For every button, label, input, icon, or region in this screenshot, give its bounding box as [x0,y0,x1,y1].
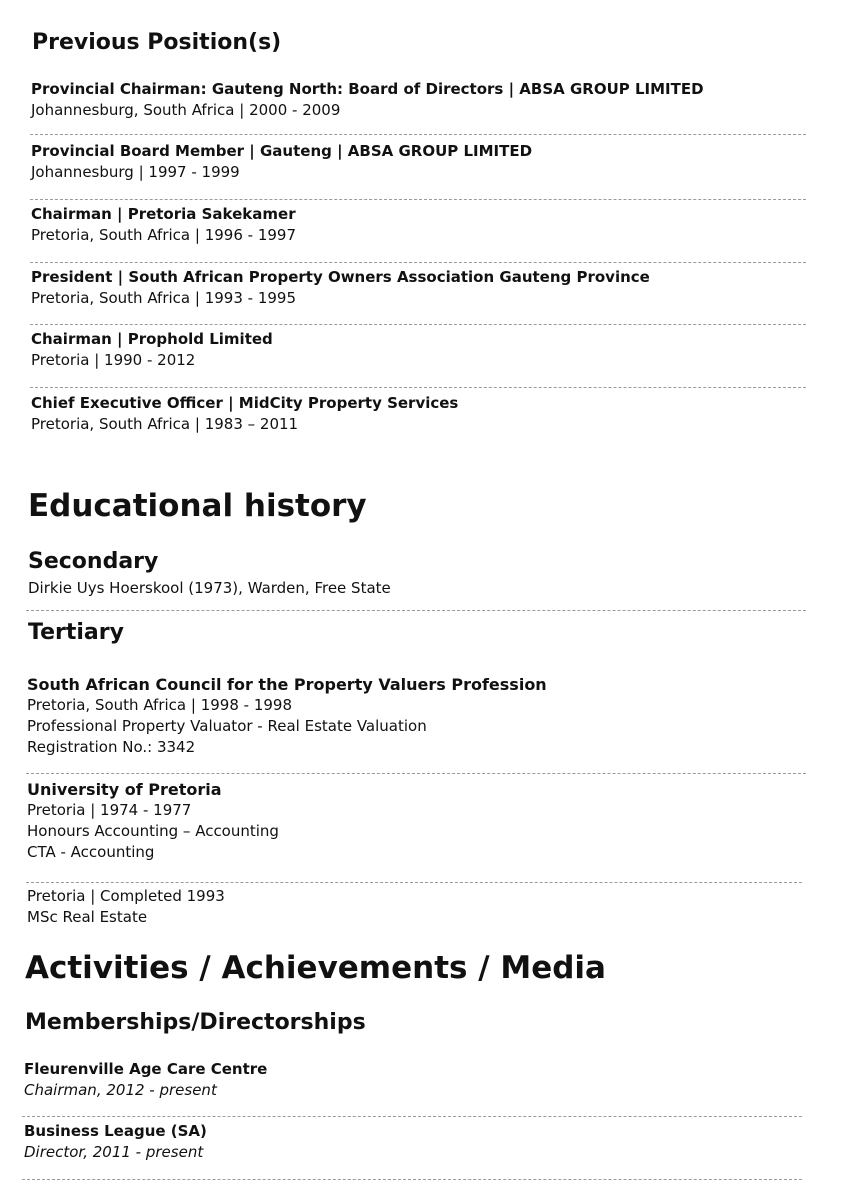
divider [30,199,806,200]
secondary-heading: Secondary [28,549,159,574]
tertiary-entry [27,779,279,863]
position-entry [31,393,458,435]
position-detail: Pretoria | 1990 - 2012 [31,351,196,369]
position-entry [31,141,532,183]
divider [30,387,806,388]
position-entry [31,79,704,121]
membership-title: Fleurenville Age Care Centre [24,1060,268,1078]
position-detail: Pretoria, South Africa | 1993 - 1995 [31,289,296,307]
tertiary-heading: Tertiary [28,620,124,645]
tertiary-detail: Pretoria, South Africa | 1998 - 1998 [27,696,292,714]
divider [30,262,806,263]
position-title: Chief Executive Officer | MidCity Property Services [31,394,459,412]
divider [22,1116,802,1117]
tertiary-entry [27,674,547,758]
tertiary-entry [27,886,225,928]
tertiary-title: South African Council for the Property Valuers Profession [27,675,547,694]
divider [26,610,806,611]
position-title: Chairman | Pretoria Sakekamer [31,205,296,223]
memberships-heading: Memberships/Directorships [25,1010,366,1035]
position-title: Provincial Chairman: Gauteng North: Board of Directors | ABSA GROUP LIMITED [31,80,704,98]
tertiary-detail: Pretoria | Completed 1993 [27,887,225,905]
divider [30,324,806,325]
tertiary-detail: Honours Accounting – Accounting [27,822,279,840]
membership-title: Business League (SA) [24,1122,207,1140]
divider [26,882,802,883]
tertiary-detail: MSc Real Estate [27,908,148,926]
position-entry [31,204,296,246]
position-entry [31,329,273,371]
divider [30,134,806,135]
divider [26,773,806,774]
position-entry [31,267,650,309]
education-heading: Educational history [28,488,367,524]
position-title: President | South African Property Owners Association Gauteng Province [31,268,650,286]
membership-entry [24,1059,267,1101]
membership-entry [24,1121,207,1163]
tertiary-title: University of Pretoria [27,780,222,799]
position-detail: Johannesburg, South Africa | 2000 - 2009 [31,101,341,119]
tertiary-detail: Professional Property Valuator - Real Estate Valuation [27,717,427,735]
membership-role: Director, 2011 - present [24,1143,204,1161]
position-detail: Johannesburg | 1997 - 1999 [31,163,240,181]
secondary-detail: Dirkie Uys Hoerskool (1973), Warden, Free State [28,579,391,597]
position-title: Provincial Board Member | Gauteng | ABSA GROUP LIMITED [31,142,533,160]
tertiary-detail: Pretoria | 1974 - 1977 [27,801,192,819]
tertiary-detail: Registration No.: 3342 [27,738,196,756]
secondary-entry [28,578,391,599]
position-detail: Pretoria, South Africa | 1996 - 1997 [31,226,296,244]
divider [22,1179,802,1180]
position-detail: Pretoria, South Africa | 1983 – 2011 [31,415,299,433]
membership-role: Chairman, 2012 - present [24,1081,217,1099]
position-title: Chairman | Prophold Limited [31,330,273,348]
tertiary-detail: CTA - Accounting [27,843,155,861]
activities-heading: Activities / Achievements / Media [25,950,606,986]
previous-positions-heading: Previous Position(s) [32,30,282,55]
